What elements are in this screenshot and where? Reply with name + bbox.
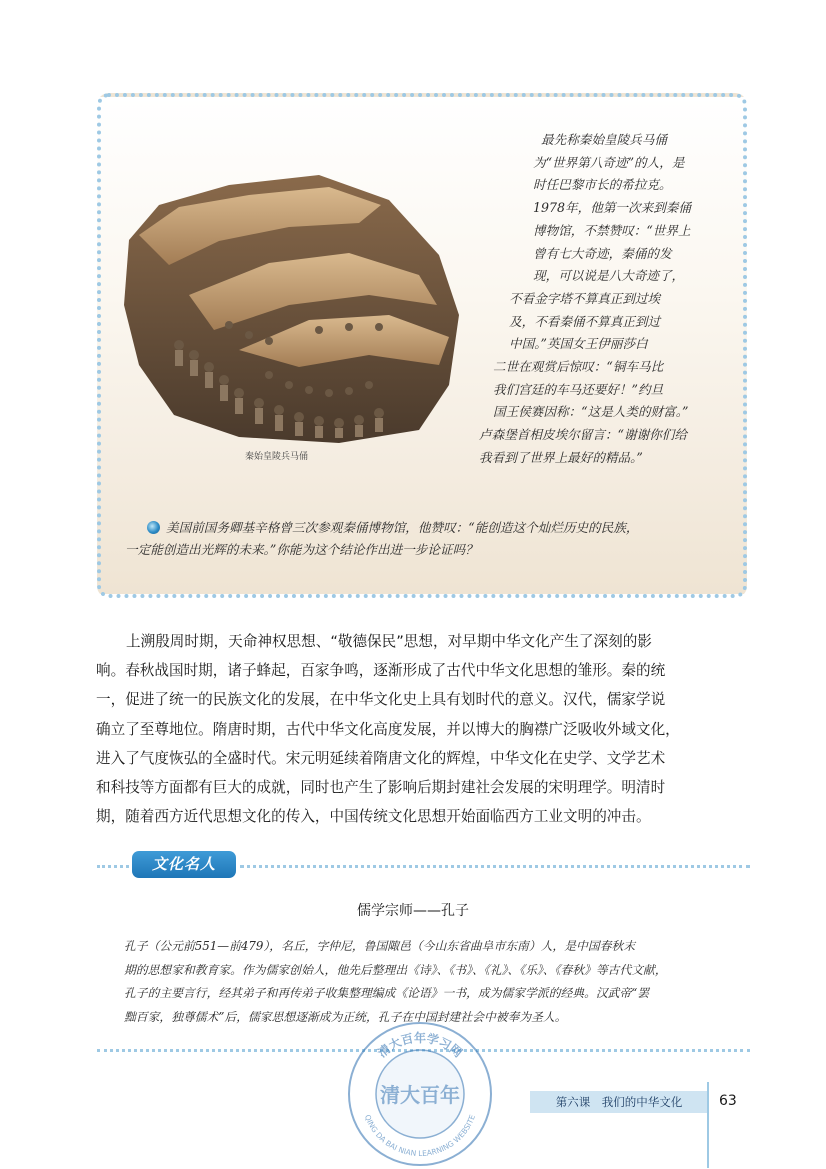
body-line: 响。春秋战国时期，诸子蜂起，百家争鸣，逐渐形成了古代中华文化思想的雏形。秦的统	[96, 662, 666, 680]
quote-line: 我们宫廷的车马还要好！”约旦	[493, 381, 664, 397]
quote-line: 国王侯赛因称：“这是人类的财富。”	[493, 404, 689, 420]
quote-line: 现，可以说是八大奇迹了，	[533, 268, 685, 284]
footer-divider	[707, 1082, 709, 1168]
bio-paragraph	[124, 935, 754, 1029]
section-banner: 文化名人	[132, 851, 236, 878]
discussion-question	[125, 517, 737, 561]
bio-line: 黜百家，独尊儒术”后，儒家思想逐渐成为正统，孔子在中国封建社会中被奉为圣人。	[124, 1009, 567, 1024]
body-paragraph	[96, 627, 752, 831]
quote-line: 1978年，他第一次来到秦俑	[533, 200, 691, 216]
photo-caption: 秦始皇陵兵马俑	[245, 452, 309, 462]
body-line: 和科技等方面都有巨大的成就，同时也产生了影响后期封建社会发展的宋明理学。明清时	[96, 779, 666, 797]
quote-line: 为“世界第八奇迹”的人，是	[533, 154, 685, 170]
body-line: 一，促进了统一的民族文化的发展，在中华文化史上具有划时代的意义。汉代，儒家学说	[96, 691, 666, 709]
bio-line: 孔子的主要言行，经其弟子和再传弟子收集整理编成《论语》一书，成为儒家学派的经典。汉武帝“罢	[124, 986, 650, 1001]
quote-line: 二世在观赏后惊叹：“铜车马比	[493, 359, 664, 375]
dotted-rule-right	[240, 865, 750, 868]
quote-line: 卢森堡首相皮埃尔留言：“谢谢你们给	[479, 427, 687, 443]
feature-box	[97, 93, 747, 598]
quote-text	[437, 129, 737, 470]
quote-line: 我看到了世界上最好的精品。”	[479, 449, 643, 465]
watermark-seal-icon	[346, 1020, 494, 1168]
page-number: 63	[719, 1093, 737, 1109]
lesson-label: 第六课 我们的中华文化	[530, 1091, 708, 1113]
bio-line: 孔子（公元前551—前479），名丘，字仲尼，鲁国陬邑（今山东省曲阜市东南）人，是中国春秋末	[124, 939, 636, 953]
question-line: 美国前国务卿基辛格曾三次参观秦俑博物馆，他赞叹：“能创造这个灿烂历史的民族，	[166, 520, 639, 535]
quote-line: 中国。”英国女王伊丽莎白	[509, 336, 648, 352]
quote-line: 博物馆，不禁赞叹：“世界上	[533, 222, 691, 238]
body-line: 上溯殷周时期，天命神权思想、“敬德保民”思想，对早期中华文化产生了深刻的影	[126, 633, 652, 650]
quote-line: 时任巴黎市长的希拉克。	[533, 177, 672, 193]
quote-line: 不看金字塔不算真正到过埃	[509, 290, 661, 306]
question-line: 一定能创造出光辉的未来。”你能为这个结论作出进一步论证吗？	[125, 542, 478, 557]
question-icon	[147, 521, 160, 534]
quote-line: 最先称秦始皇陵兵马俑	[541, 132, 667, 147]
seal-text-top: 清大百年学习网	[375, 1031, 465, 1061]
body-line: 期，随着西方近代思想文化的传入，中国传统文化思想开始面临西方工业文明的冲击。	[96, 808, 651, 826]
seal-center-text: 清大百年	[380, 1083, 460, 1107]
section-title: 儒学宗师——孔子	[357, 903, 469, 919]
quote-line: 曾有七大奇迹，秦俑的发	[533, 245, 672, 261]
quote-line: 及，不看秦俑不算真正到过	[509, 313, 661, 329]
body-line: 确立了至尊地位。隋唐时期，古代中华文化高度发展，并以博大的胸襟广泛吸收外域文化，	[96, 720, 680, 738]
seal-text-bottom: QING DA BAI NIAN LEARNING WEBSITE	[362, 1113, 478, 1158]
terracotta-warriors-photo	[119, 145, 464, 445]
dotted-rule-left	[97, 865, 129, 868]
body-line: 进入了气度恢弘的全盛时代。宋元明延续着隋唐文化的辉煌，中华文化在史学、文学艺术	[96, 749, 666, 767]
bio-line: 期的思想家和教育家。作为儒家创始人，他先后整理出《诗》、《书》、《礼》、《乐》、《春秋》等古代文献，	[124, 962, 667, 977]
